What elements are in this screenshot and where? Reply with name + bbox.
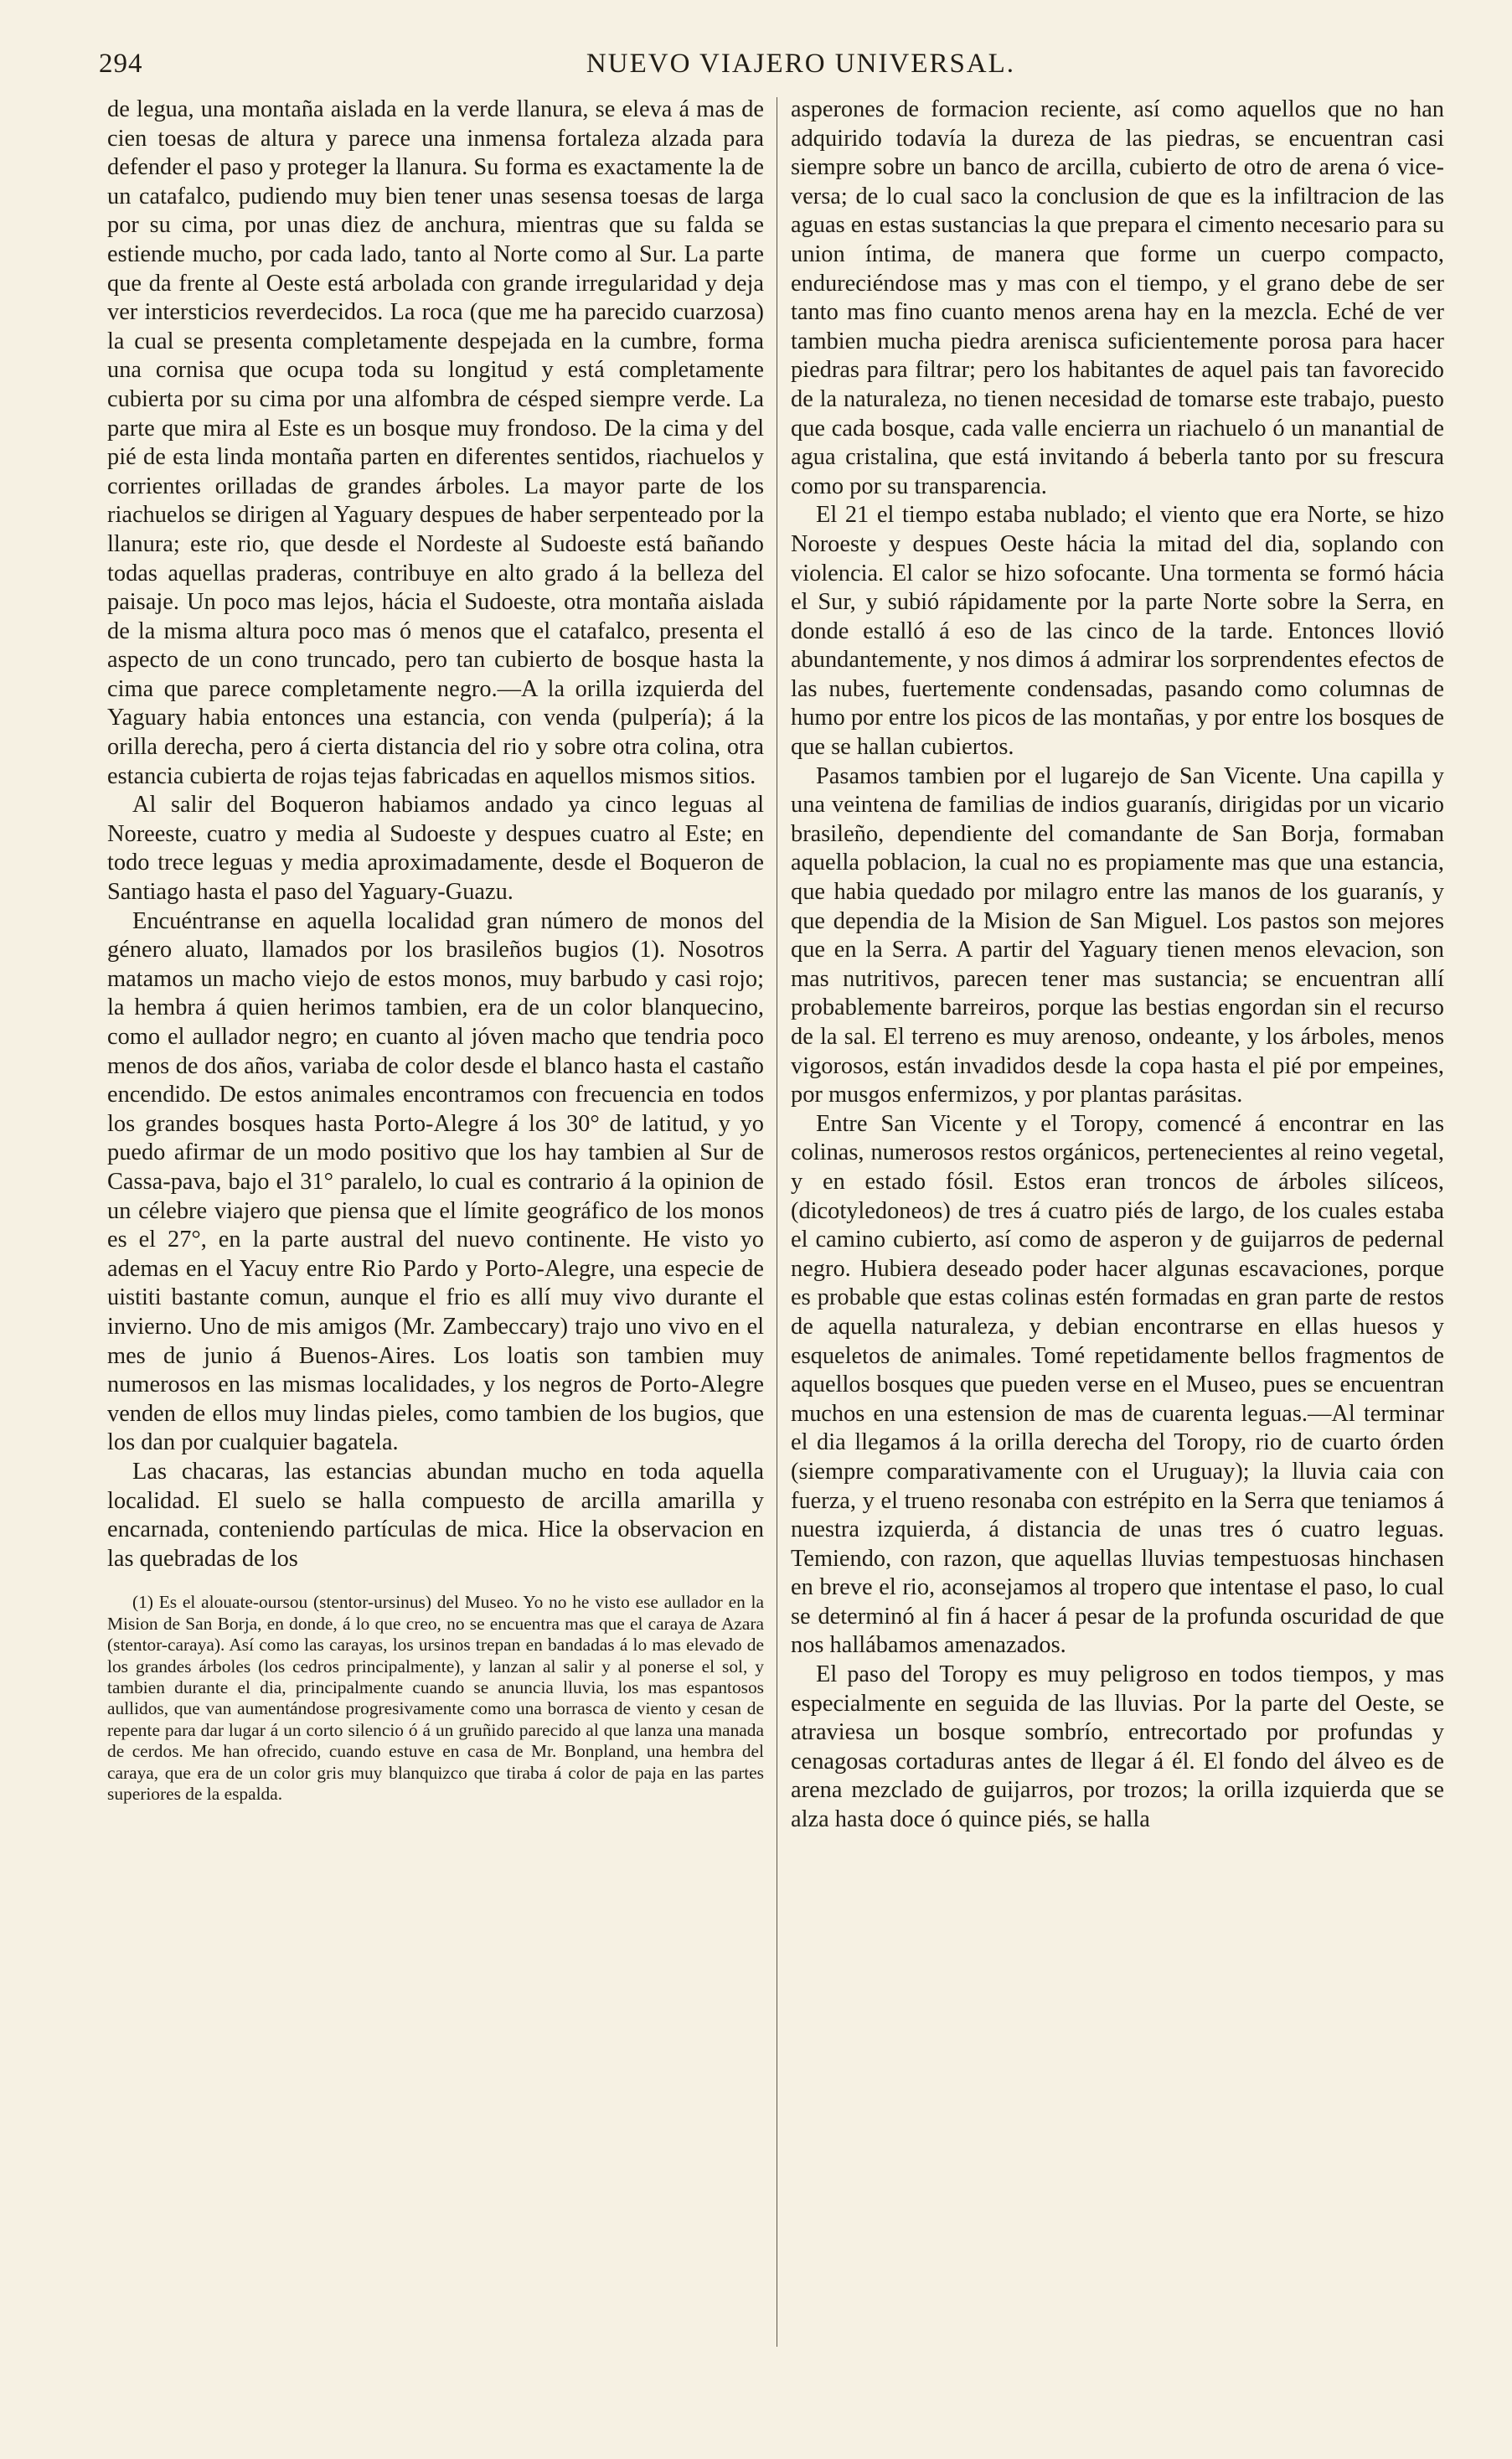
- running-title: NUEVO VIAJERO UNIVERSAL.: [586, 49, 1016, 79]
- paragraph: Al salir del Boqueron habiamos andado ya cinco leguas al Noreeste, cuatro y media al Sudoeste y despues cuatro al Este; en todo trece leguas y media aproximadamente, desde el Boqueron de Santiago hasta el paso del Yaguary-Guazu.: [107, 792, 764, 906]
- paragraph: El paso del Toropy es muy peligroso en todos tiempos, y mas especialmente en seguida de las lluvias. Por la parte del Oeste, se atraviesa un bosque sombrío, entrecortado por profundas y cenagosas cortaduras antes de llegar á él. El fondo del álveo es de arena mezclado de guijarros, por trozos; la orilla izquierda que se alza hasta doce ó quince piés, se halla: [791, 1661, 1444, 1833]
- paragraph: asperones de formacion reciente, así como aquellos que no han adquirido todavía la dureza de las piedras, se encuentran casi siempre sobre un banco de arcilla, cubierto de otro de arena ó vice-versa; de lo cual saco la conclusion de que es la infiltracion de las aguas en estas sustancias la que prepara el cimento necesario para su union íntima, de manera que forme un cuerpo compacto, endureciéndose mas y mas con el tiempo, y el grano debe de ser tanto mas fino cuanto menos arena hay en la mezcla. Eché de ver tambien mucha piedra arenisca suficientemente porosa para hacer piedras para filtrar; pero los habitantes de aquel pais tan favorecido de la naturaleza, no tienen necesidad de tomarse este trabajo, puesto que cada bosque, cada valle encierra un riachuelo ó un manantial de agua cristalina, que está invitando á beberla tanto por su frescura como por su transparencia.: [791, 96, 1444, 499]
- paragraph: El 21 el tiempo estaba nublado; el viento que era Norte, se hizo Noroeste y despues Oeste hácia la mitad del dia, soplando con violencia. El calor se hizo sofocante. Una tormenta se formó hácia el Sur, y subió rápidamente por la parte Norte sobre la Serra, en donde estalló á eso de las cinco de la tarde. Entonces llovió abundantemente, y nos dimos á admirar los sorprendentes efectos de las nubes, fuertemente condensadas, pasando como columnas de humo por entre los picos de las montañas, y por entre los bosques de que se hallan cubiertos.: [791, 502, 1444, 761]
- footnotes: [107, 1592, 764, 1805]
- paragraph: Pasamos tambien por el lugarejo de San Vicente. Una capilla y una veintena de familias de indios guaranís, dirigidas por un vicario brasileño, dependiente del comandante de San Borja, formaban aquella poblacion, la cual no es propiamente mas que una estancia, que habia quedado por milagro entre las manos de los guaranís, y que dependia de la Mision de San Miguel. Los pastos son mejores que en la Serra. A partir del Yaguary tienen menos elevacion, son mas nutritivos, parecen tener mas sustancia; se encuentran allí probablemente barreiros, porque las bestias engordan sin el recurso de la sal. El terreno es muy arenoso, ondeante, y los árboles, menos vigorosos, están invadidos desde la copa hasta el pié por empeines, por musgos enfermizos, y por plantas parásitas.: [791, 762, 1444, 1108]
- footnote: (1) Es el alouate-oursou (stentor-ursinus) del Museo. Yo no he visto ese aullador en la Mision de San Borja, en donde, á lo que creo, no se encuentra mas que el caraya de Azara (stentor-caraya). Así como las carayas, los ursinos trepan en bandadas á lo mas elevado de los grandes árboles (los cedros principalmente), y lanzan al salir y al ponerse el sol, y tambien durante el dia, principalmente cuando se anuncia lluvia, los mas espantosos aullidos, que van aumentándose progresivamente como una borrasca de viento y cesan de repente para dar lugar á un corto silencio ó á un gruñido parecido al que lanza una manada de cerdos. Me han ofrecido, cuando estuve en casa de Mr. Bonpland, una hembra del caraya, que era de un color gris muy blanquizco que tiraba á color de paja en las partes superiores de la espalda.: [107, 1592, 764, 1804]
- paragraph: de legua, una montaña aislada en la verde llanura, se eleva á mas de cien toesas de altura y parece una inmensa fortaleza alzada para defender el paso y proteger la llanura. Su forma es exactamente la de un catafalco, pudiendo muy bien tener unas sesensa toesas de larga por su cima, por unas diez de anchura, mientras que su falda se estiende mucho, por cada lado, tanto al Norte como al Sur. La parte que da frente al Oeste está arbolada con grande irregularidad y deja ver intersticios reverdecidos. La roca (que me ha parecido cuarzosa) la cual se presenta completamente despejada en la cumbre, forma una cornisa que ocupa toda su longitud y está completamente cubierta por su cima por una alfombra de césped siempre verde. La parte que mira al Este es un bosque muy frondoso. De la cima y del pié de esta linda montaña parten en diferentes sentidos, riachuelos y corrientes orilladas de grandes árboles. La mayor parte de los riachuelos se dirigen al Yaguary despues de haber serpenteado por la llanura; este rio, que desde el Nordeste al Sudoeste está bañando todas aquellas praderas, contribuye en alto grado á la belleza del paisaje. Un poco mas lejos, hácia el Sudoeste, otra montaña aislada de la misma altura poco mas ó menos que el catafalco, presenta el aspecto de un cono truncado, pero tan cubierto de bosque hasta la cima que parece completamente negro.—A la orilla izquierda del Yaguary habia entonces una estancia, con venda (pulpería); á la orilla derecha, pero á cierta distancia del rio y sobre otra colina, otra estancia cubierta de rojas tejas fabricadas en aquellos mismos sitios.: [107, 96, 764, 789]
- right-column: [791, 96, 1444, 1835]
- paragraph: Entre San Vicente y el Toropy, comencé á encontrar en las colinas, numerosos restos orgánicos, pertenecientes al reino vegetal, y en estado fósil. Estos eran troncos de árboles silíceos, (dicotyledoneos) de tres á cuatro piés de largo, de los cuales estaba el camino cubierto, así como de asperon y de guijarros de pedernal negro. Hubiera deseado poder hacer algunas escavaciones, porque es probable que estas colinas estén formadas en gran parte de restos de aquella naturaleza, y debian encontrarse en ellas huesos y esqueletos de animales. Tomé repetidamente bellos fragmentos de aquellos bosques que pueden verse en el Museo, pues se encuentran muchos en una estension de mas de cuarenta leguas.—Al terminar el dia llegamos á la orilla derecha del Toropy, rio de cuarto órden (siempre comparativamente con el Uruguay); la lluvia caia con fuerza, y el trueno resonaba con estrépito en la Serra que teniamos á nuestra izquierda, á distancia de unas tres ó cuatro leguas. Temiendo, con razon, que aquellas lluvias tempestuosas hinchasen en breve el rio, aconsejamos al tropero que intentase el paso, lo cual se determinó al fin á hacer á pesar de la profunda oscuridad de que nos hallábamos amenazados.: [791, 1110, 1444, 1659]
- left-column: [107, 96, 764, 1805]
- paragraph: Encuéntranse en aquella localidad gran número de monos del género aluato, llamados por los brasileños bugios (1). Nosotros matamos un macho viejo de estos monos, muy barbudo y casi rojo; la hembra á quien herimos tambien, era de un color blanquecino, como el aullador negro; en cuanto al jóven macho que tendria poco menos de dos años, variaba de color desde el blanco hasta el castaño encendido. De estos animales encontramos con frecuencia en todos los grandes bosques hasta Porto-Alegre á los 30° de latitud, y yo puedo afirmar de un modo positivo que los hay tambien al Sur de Cassa-pava, bajo el 31° paralelo, lo cual es contrario á la opinion de un célebre viajero que piensa que el límite geográfico de los monos es el 27°, en la parte austral del nuevo continente. He visto yo ademas en el Yacuy entre Rio Pardo y Porto-Alegre, una especie de uistiti bastante comun, aunque el frio es allí muy vivo durante el invierno. Uno de mis amigos (Mr. Zambeccary) trajo uno vivo en el mes de junio á Buenos-Aires. Los loatis son tambien muy numerosos en las mismas localidades, y los negros de Porto-Alegre venden de ellos muy lindas pieles, como tambien de los bugios, que los dan por cualquier bagatela.: [107, 907, 764, 1456]
- running-head: [99, 49, 1453, 85]
- paragraph: Las chacaras, las estancias abundan mucho en toda aquella localidad. El suelo se halla compuesto de arcilla amarilla y encarnada, conteniendo partículas de mica. Hice la observacion en las quebradas de los: [107, 1458, 764, 1572]
- page-number: 294: [99, 49, 143, 79]
